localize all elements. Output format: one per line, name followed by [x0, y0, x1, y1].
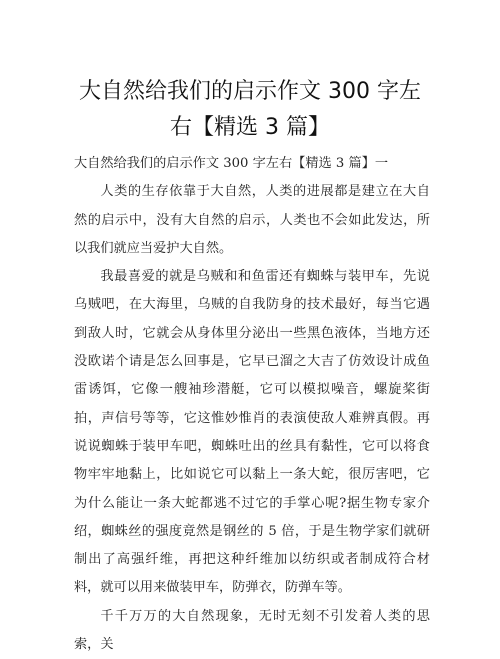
- document-title: 大自然给我们的启示作文 300 字左右【精选 3 篇】: [79, 79, 421, 140]
- paragraph: 我最喜爱的就是乌贼和和鱼雷还有蜘蛛与装甲车，先说乌贼吧，在大海里，乌贼的自我防身的技术最好，每当它遇到敌人时，它就会从身体里分泌出一些黑色液体，当地方还没欧诺个请是怎么回事是，它早已溜之大吉了仿效设计成鱼雷诱饵，它像一艘袖珍潜艇，它可以模拟噪音，螺旋桨街拍，声信号等等，它这惟妙惟肖的表演使敌人难辨真假。再说说蜘蛛于装甲车吧，蜘蛛吐出的丝具有黏性，它可以将食物牢牢地黏上，比如说它可以黏上一条大蛇，很厉害吧，它为什么能让一条大蛇都逃不过它的手掌心呢?据生物专家介绍，蜘蛛丝的强度竟然是钢丝的 5 倍，于是生物学家们就研制出了高强纤维，再把这种纤维加以纺织或者制成符合材料，就可以用来做装甲车，防弹衣，防弹车等。: [74, 269, 430, 596]
- essay-heading: 大自然给我们的启示作文 300 字左右【精选 3 篇】一: [74, 156, 389, 171]
- paragraph: 千千万万的大自然现象，无时无刻不引发着人类的思索，关: [74, 608, 430, 653]
- paragraph: 人类的生存依靠于大自然，人类的进展都是建立在大自然的启示中，没有大自然的启示，人类也不会如此发达，所以我们就应当爱护大自然。: [74, 184, 430, 256]
- document-body: [74, 150, 430, 659]
